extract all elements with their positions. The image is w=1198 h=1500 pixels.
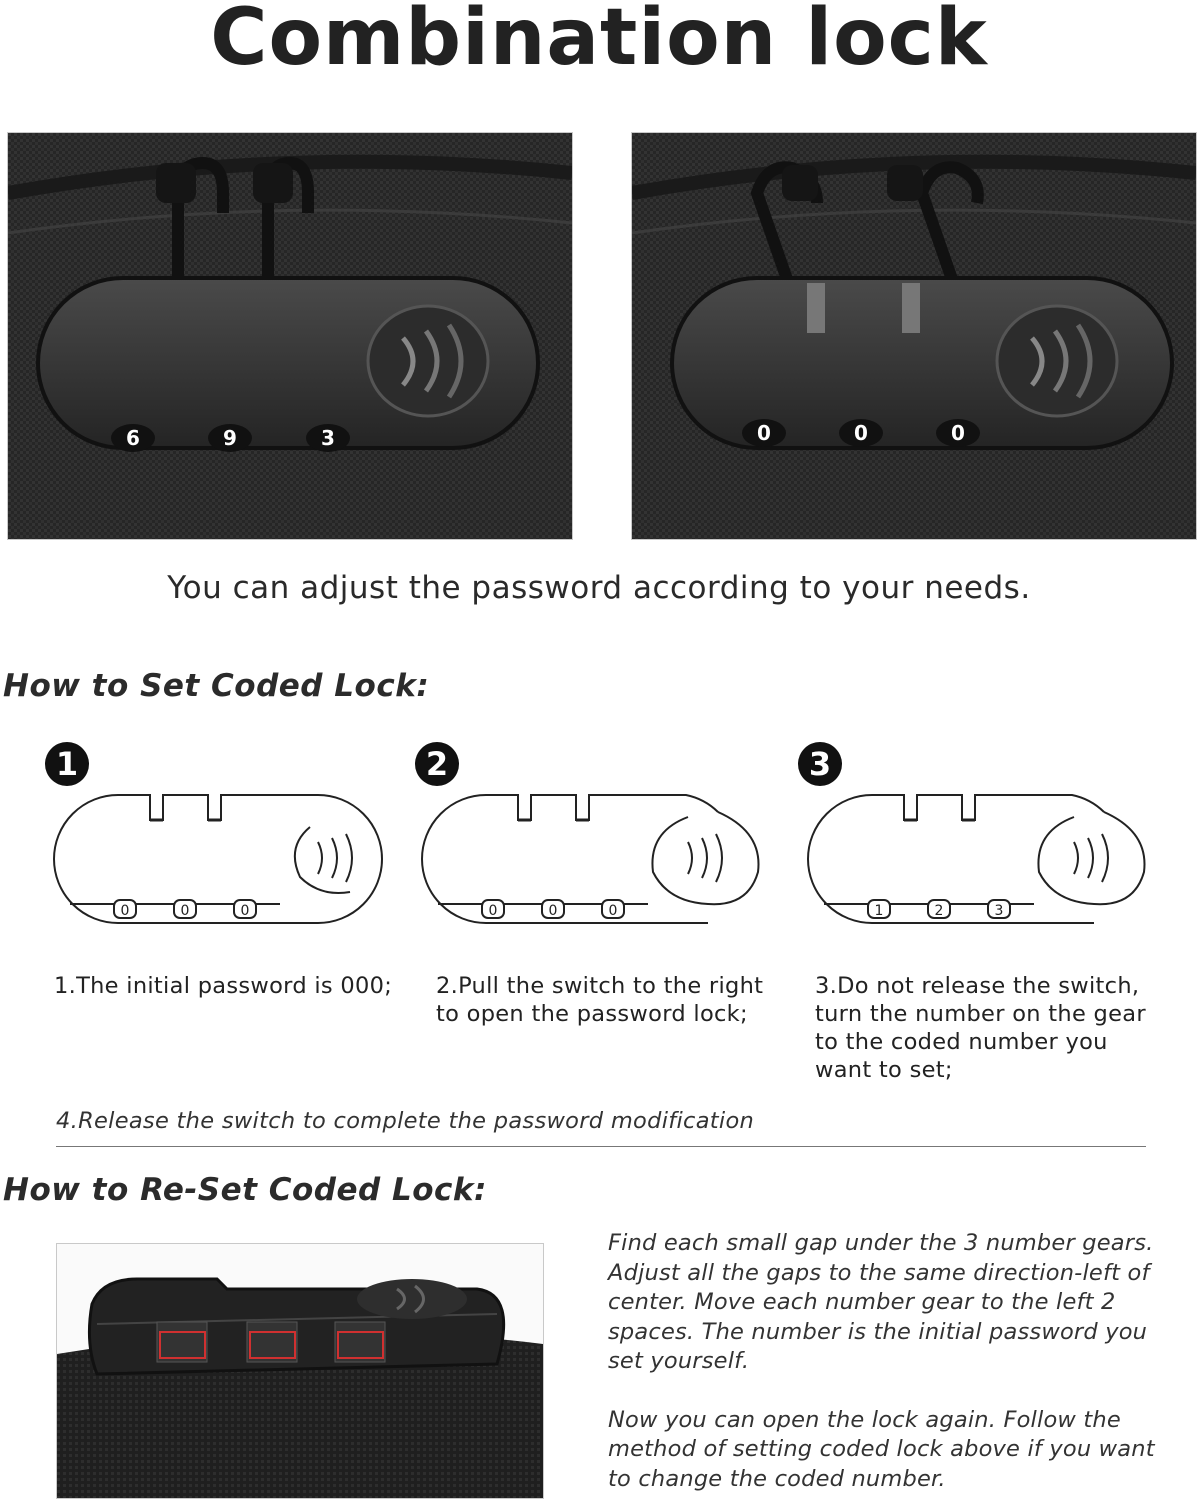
step-1-lock-diagram — [50, 792, 386, 928]
open-lock-photo — [631, 132, 1197, 540]
locked-dial-2 — [208, 424, 252, 452]
open-dial-2 — [839, 419, 883, 447]
svg-text:3: 3 — [321, 426, 335, 450]
step-3-digit-1: 1 — [874, 903, 884, 919]
step-3-lock-diagram — [804, 792, 1150, 928]
locked-lock-photo — [7, 132, 573, 540]
step-3-text: 3.Do not release the switch, turn the number on the gear to the coded number you want to set; — [815, 973, 1146, 1083]
reset-gears-photo — [56, 1243, 544, 1499]
step-4-note: 4.Release the switch to complete the password modification — [56, 1108, 755, 1134]
page-title: Combination lock — [210, 0, 988, 83]
step-3-badge: 3 — [798, 742, 842, 786]
step-1-badge: 1 — [45, 742, 89, 786]
step-2-digit-3: 0 — [608, 903, 618, 919]
set-section-heading: How to Set Coded Lock: — [3, 668, 430, 704]
step-3-digit-3: 3 — [994, 903, 1004, 919]
svg-text:9: 9 — [223, 426, 237, 450]
svg-text:0: 0 — [854, 421, 868, 445]
section-divider — [56, 1146, 1146, 1147]
svg-text:6: 6 — [126, 426, 140, 450]
step-1-text: 1.The initial password is 000; — [54, 973, 393, 999]
reset-section-heading: How to Re-Set Coded Lock: — [3, 1172, 487, 1208]
step-2-lock-diagram — [418, 792, 764, 928]
reset-paragraph-2: Now you can open the lock again. Follow the method of setting coded lock above if you want to change the coded number. — [608, 1406, 1155, 1492]
step-2-digit-1: 0 — [488, 903, 498, 919]
locked-dial-1 — [111, 424, 155, 452]
open-dial-1 — [742, 419, 786, 447]
step-3-digit-2: 2 — [934, 903, 944, 919]
reset-paragraph-1: Find each small gap under the 3 number gears. Adjust all the gaps to the same direction-left of center. Move each number gear to the left 2 spaces. The number is the initial password you set yourself. — [608, 1230, 1154, 1374]
step-2-text: 2.Pull the switch to the right to open the password lock; — [436, 973, 764, 1027]
photo-caption: You can adjust the password according to your needs. — [167, 570, 1031, 606]
reset-instructions — [608, 1229, 1168, 1494]
locked-dial-3 — [306, 424, 350, 452]
svg-text:0: 0 — [757, 421, 771, 445]
step-1-digit-3: 0 — [240, 903, 250, 919]
svg-text:0: 0 — [951, 421, 965, 445]
step-2-badge: 2 — [415, 742, 459, 786]
open-dial-3 — [936, 419, 980, 447]
step-1-digit-1: 0 — [120, 903, 130, 919]
step-2-digit-2: 0 — [548, 903, 558, 919]
step-1-digit-2: 0 — [180, 903, 190, 919]
